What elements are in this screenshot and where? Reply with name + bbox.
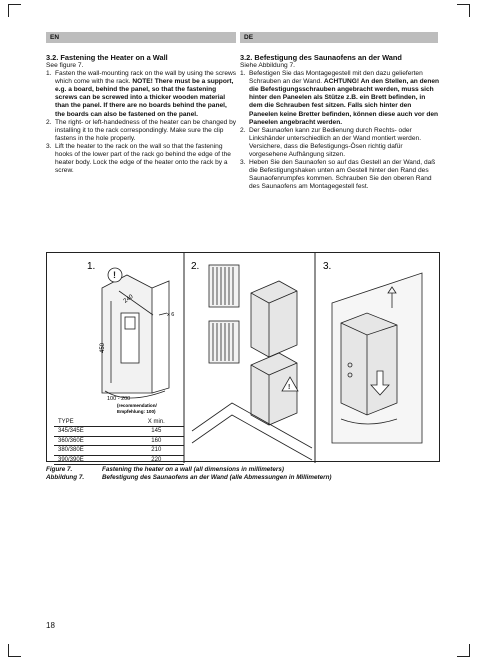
crop-mark-top-left [8,4,21,17]
step-item [46,143,238,175]
table-header: X min. [129,418,184,427]
type-table [54,418,184,465]
panel-1-label: 1. [87,261,96,272]
see-figure-de: Siehe Abbildung 7. [240,62,295,69]
step-text: The right- or left-handedness of the heater can be changed by installing it to the rack correspondingly. Make sure the clip fastens in the hole properly. [55,118,237,142]
step-text: Der Saunaofen kann zur Bedienung durch Rechts- oder Linkshänder unterschiedlich an der Wand montiert werden. Versichere, dass die Befestigungs-Ösen richtig dafür vorgesehene Aufhängung sitzen. [249,126,422,159]
dimension-450: 450 [100,342,106,353]
table-row [54,427,184,436]
table-cell: 220 [129,455,184,464]
table-cell: 145 [129,427,184,436]
panel-1-drawing [102,268,169,398]
language-bar-en: EN [46,32,236,43]
steps-list-en [46,70,238,175]
crop-mark-top-right [457,4,470,17]
table-header: TYPE [54,418,129,427]
crop-mark-bottom-left [8,644,21,657]
step-text: Heben Sie den Saunaofen so auf das Gestell an der Wand, daß die Befestigungshaken unten am Gestell hinter den Rand des Saunaofenrumpfes kommen. Schrauben Sie den oberen Rand des Saunaofens am Montagegestell fest. [249,159,436,191]
caption-text: Fastening the heater on a wall (all dimensions in millimeters) [102,466,284,473]
section-title-en: 3.2. Fastening the Heater on a Wall [46,53,168,62]
table-cell: 345/345E [54,427,129,436]
recommendation-line-2: Empfehlung: 100) [117,409,156,414]
table-row [54,446,184,455]
step-text: Befestigen Sie das Montagegestell mit den dazu gelieferten Schrauben an der Wand. [249,70,423,86]
step-number: 2. [240,126,246,134]
table-cell: 210 [129,446,184,455]
step-item [46,70,238,119]
distance-range: 100 - 200 [107,396,131,402]
section-title-de: 3.2. Befestigung des Saunaofens an der Wand [240,53,402,62]
page-number: 18 [46,621,55,630]
step-number: 2. [46,118,52,126]
table-cell: 390/390E [54,455,129,464]
step-note: NOTE! There must be a support, e.g. a board, behind the panel, so that the fastening screws can be screwed into a thicker wooden material than the panel. If there are no boards behind the panel, the boards can also be fastened on the panel. [55,78,234,118]
svg-text:!: ! [113,270,116,280]
figure-caption-de [46,474,332,482]
step-number: 1. [240,70,246,78]
step-item [240,159,440,191]
step-number: 1. [46,70,52,78]
crop-mark-bottom-right [457,644,470,657]
panel-2-label: 2. [191,261,200,272]
step-item [240,127,440,159]
caption-label: Figure 7. [46,466,73,473]
table-row [54,436,184,445]
table-cell: 380/380E [54,446,129,455]
dimension-240: 240 [122,293,135,305]
see-figure-en: See figure 7. [46,62,84,69]
table-cell: 160 [129,436,184,445]
language-bar-de: DE [240,32,438,43]
svg-text:!: ! [288,384,291,391]
recommendation-line-1: (recommendation/ [117,403,157,408]
step-note: ACHTUNG! An den Stellen, an denen die Befestigungsschrauben angebracht werden, muss sich hinter den Paneelen als Stütze z.B. ein Brett befinden, in dem die Schrauben fest sitzen. Falls sich hinter den Paneelen keine Bretter befinden, können diese auch vor den Paneelen angebracht werden. [249,78,440,126]
german-column [240,53,440,192]
step-number: 3. [240,159,246,167]
steps-list-de [240,70,440,191]
caption-text: Befestigung des Saunaofens an der Wand (alle Abmessungen in Millimetern) [102,474,332,481]
step-text: Lift the heater to the rack on the wall so that the fastening hooks of the lower part of the rack go behind the edge of the heater body. Lock the edge of the heater onto the rack by a screw. [55,142,231,175]
step-text: Fasten the wall-mounting rack on the wall by using the screws which come with the rack. [55,70,237,86]
caption-label: Abbildung 7. [46,474,85,481]
table-cell: 360/360E [54,436,129,445]
panel-2-drawing [192,265,312,460]
panel-3-label: 3. [323,261,332,272]
step-number: 3. [46,142,52,150]
english-column [46,53,238,175]
table-row [54,455,184,464]
step-item [46,119,238,143]
panel-3-drawing [332,273,422,443]
screw-count: x 6 [167,312,175,318]
table-header-row [54,418,184,427]
step-item [240,70,440,127]
figure-caption-en [46,466,284,474]
